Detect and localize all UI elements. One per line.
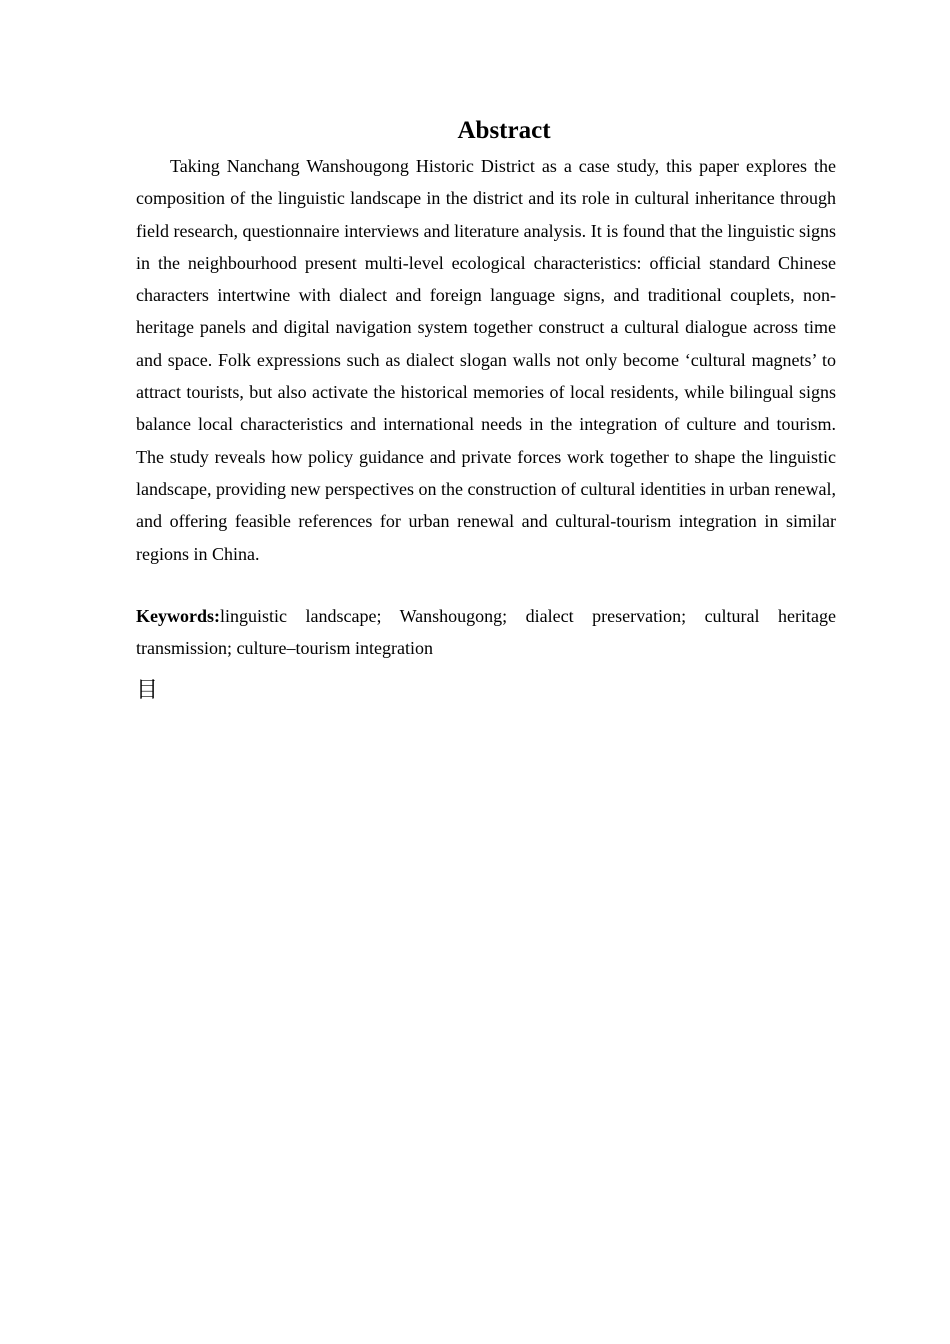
abstract-section (136, 114, 836, 706)
keywords-paragraph (136, 600, 836, 665)
keywords-label: Keywords: (136, 605, 220, 626)
abstract-body: Taking Nanchang Wanshougong Historic District as a case study, this paper explores the composition of the linguistic landscape in the district and its role in cultural inheritance through field research, questionnaire interviews and literature analysis. It is found that the linguistic signs in the neighbourhood present multi-level ecological characteristics: official standard Chinese characters intertwine with dialect and foreign language signs, and traditional couplets, non-heritage panels and digital navigation system together construct a cultural dialogue across time and space. Folk expressions such as dialect slogan walls not only become ‘cultural magnets’ to attract tourists, but also activate the historical memories of local residents, while bilingual signs balance local characteristics and international needs in the integration of culture and tourism. The study reveals how policy guidance and private forces work together to shape the linguistic landscape, providing new perspectives on the construction of cultural identities in urban renewal, and offering feasible references for urban renewal and cultural-tourism integration in similar regions in China. (136, 156, 836, 564)
table-of-contents-heading: 目 (136, 678, 159, 704)
keywords-text: linguistic landscape; Wanshougong; dialect preservation; cultural heritage transmission; culture–tourism integration (136, 605, 836, 659)
abstract-title: Abstract (457, 117, 551, 144)
